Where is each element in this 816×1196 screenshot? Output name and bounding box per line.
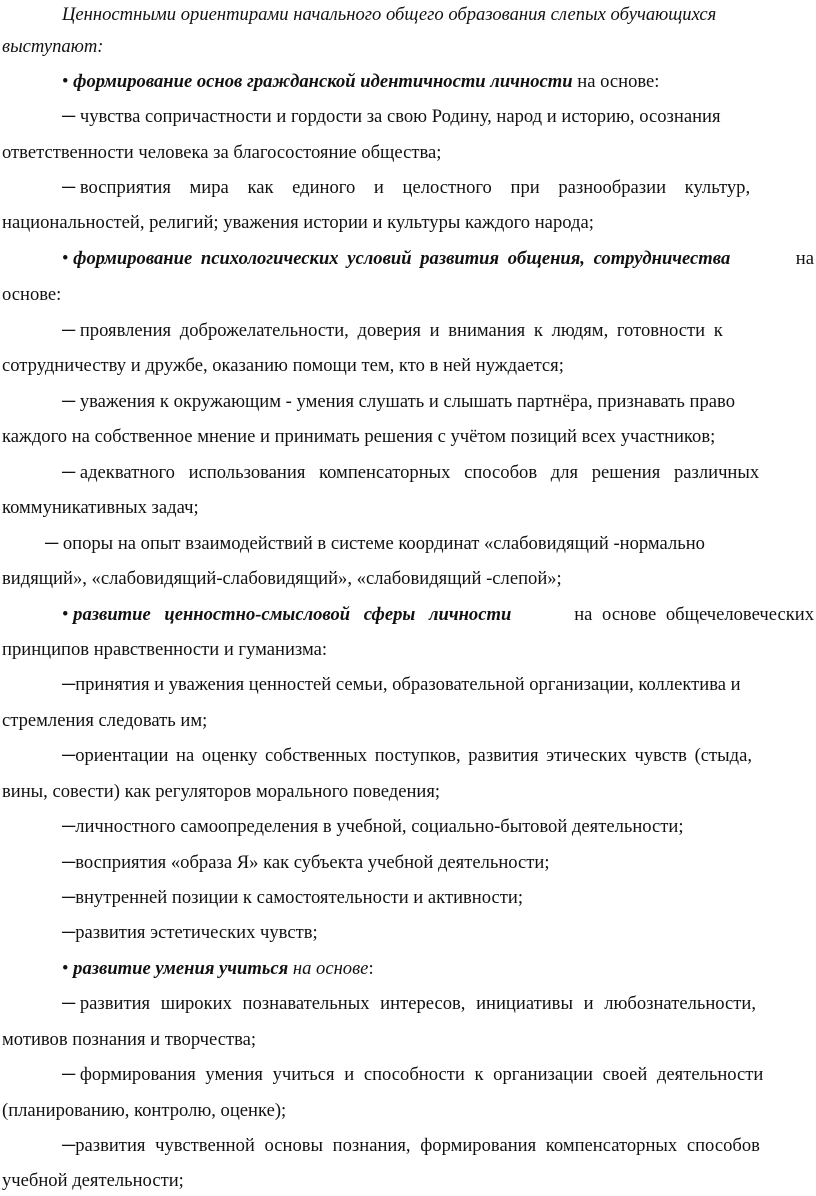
list-item-cont (2, 568, 562, 590)
list-item (62, 852, 550, 874)
section-3-heading-cont (2, 639, 327, 661)
dash-marker: ─ (62, 1135, 76, 1156)
list-item-text: личностного самоопределения в учебной, социально-бытовой деятельности; (75, 816, 684, 837)
list-item-cont (2, 1029, 256, 1051)
list-item (62, 1064, 814, 1086)
list-item-text: развития широких познавательных интересов, инициативы и любознательности, (79, 993, 757, 1014)
list-item-text: чувства сопричастности и гордости за свою Родину, народ и историю, осознания (79, 106, 721, 127)
section-4-title: развитие умения учиться (73, 958, 289, 979)
dash-marker: ─ (62, 993, 76, 1014)
intro-text: Ценностными ориентирами начального общего образования слепых обучающихся (62, 4, 717, 25)
dash-marker: ─ (62, 462, 76, 483)
list-item-text-cont: видящий», «слабовидящий-слабовидящий», «слабовидящий -слепой»; (2, 568, 562, 589)
list-item-text-cont: коммуникативных задач; (2, 497, 199, 518)
list-item (62, 816, 684, 838)
dash-marker: ─ (62, 887, 76, 908)
dash-marker: ─ (62, 852, 76, 873)
section-1-title: формирование основ гражданской идентичности личности (73, 71, 573, 92)
list-item (62, 993, 814, 1015)
section-2-suffix-cont: основе: (2, 284, 62, 305)
dash-marker: ─ (62, 391, 76, 412)
list-item-cont (2, 710, 207, 732)
list-item-cont (2, 426, 715, 448)
dash-marker: ─ (62, 1064, 76, 1085)
list-item-text: опоры на опыт взаимодействий в системе координат «слабовидящий -нормально (62, 533, 705, 554)
list-item (62, 1135, 814, 1157)
list-item-cont (2, 781, 440, 803)
list-item-text-cont: вины, совести) как регуляторов морального поведения; (2, 781, 441, 802)
list-item-cont (2, 142, 441, 164)
section-3-suffix: на основе общечеловеческих (574, 604, 814, 625)
section-1-suffix: на основе: (577, 71, 660, 92)
dash-marker: ─ (62, 922, 76, 943)
intro-paragraph-line2 (2, 36, 103, 58)
list-item-text-cont: ответственности человека за благосостояние общества; (2, 142, 442, 163)
list-item (45, 533, 705, 555)
list-item (62, 177, 814, 199)
list-item-text: развития эстетических чувств; (75, 922, 318, 943)
list-item-text: внутренней позиции к самостоятельности и активности; (75, 887, 524, 908)
section-2-heading-cont (2, 284, 61, 306)
section-4-suffix-italic: на основе (292, 958, 369, 979)
list-item-text-cont: мотивов познания и творчества; (2, 1029, 257, 1050)
dash-marker: ─ (45, 533, 59, 554)
list-item-text-cont: стремления следовать им; (2, 710, 208, 731)
section-4-heading (62, 958, 374, 980)
list-item (62, 320, 814, 342)
list-item (62, 391, 735, 413)
dash-marker: ─ (62, 320, 76, 341)
list-item-text-cont: каждого на собственное мнение и принимать решения с учётом позиций всех участников; (2, 426, 716, 447)
list-item (62, 674, 741, 696)
section-3-heading (62, 604, 814, 626)
section-4-suffix: : (368, 958, 374, 979)
bullet-marker: • (62, 71, 69, 92)
intro-paragraph-line1 (62, 4, 812, 26)
list-item-text-cont: (планированию, контролю, оценке); (2, 1100, 287, 1121)
section-3-title: развитие ценностно-смысловой сферы личности (73, 604, 512, 625)
list-item (62, 745, 814, 767)
dash-marker: ─ (62, 106, 76, 127)
dash-marker: ─ (62, 816, 76, 837)
dash-marker: ─ (62, 745, 76, 766)
list-item-cont (2, 212, 594, 234)
section-2-suffix: на (795, 248, 814, 269)
list-item-text: ориентации на оценку собственных поступков, развития этических чувств (стыда, (75, 745, 753, 766)
bullet-marker: • (62, 604, 69, 625)
list-item-text: проявления доброжелательности, доверия и внимания к людям, готовности к (79, 320, 723, 341)
list-item-text: формирования умения учиться и способности к организации своей деятельности (79, 1064, 764, 1085)
list-item (62, 887, 523, 909)
list-item (62, 922, 318, 944)
dash-marker: ─ (62, 177, 76, 198)
list-item-cont (2, 355, 564, 377)
list-item-text: восприятия мира как единого и целостного при разнообразии культур, (79, 177, 751, 198)
list-item-cont (2, 1170, 184, 1192)
bullet-marker: • (62, 248, 69, 269)
list-item-cont (2, 497, 199, 519)
dash-marker: ─ (62, 674, 76, 695)
list-item-cont (2, 1100, 286, 1122)
list-item-text: развития чувственной основы познания, формирования компенсаторных способов (75, 1135, 760, 1156)
list-item (62, 106, 814, 128)
section-2-title: формирование психологических условий развития общения, сотрудничества (73, 248, 731, 269)
bullet-marker: • (62, 958, 69, 979)
section-2-heading (62, 248, 814, 270)
list-item-text: принятия и уважения ценностей семьи, образовательной организации, коллектива и (75, 674, 741, 695)
list-item-text: уважения к окружающим - умения слушать и слышать партнёра, признавать право (79, 391, 736, 412)
section-3-suffix-cont: принципов нравственности и гуманизма: (2, 639, 328, 660)
list-item-text: адекватного использования компенсаторных способов для решения различных (79, 462, 760, 483)
intro-text-cont: выступают: (2, 36, 104, 57)
list-item-text-cont: сотрудничеству и дружбе, оказанию помощи тем, кто в ней нуждается; (2, 355, 564, 376)
list-item-text: восприятия «образа Я» как субъекта учебной деятельности; (75, 852, 550, 873)
list-item (62, 462, 814, 484)
list-item-text-cont: учебной деятельности; (2, 1170, 184, 1191)
section-1-heading (62, 71, 659, 93)
list-item-text-cont: национальностей, религий; уважения истории и культуры каждого народа; (2, 212, 594, 233)
